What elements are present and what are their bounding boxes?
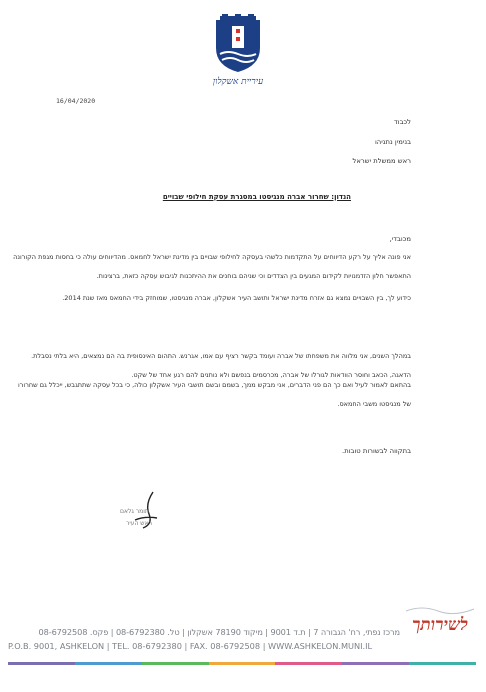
footer-bar-6 xyxy=(342,662,409,665)
letter-subject: הנדון: שחרור אברה מנגיסטו במסגרת עסקת חילופי שבויים xyxy=(162,193,351,201)
footer-bar-3 xyxy=(142,662,209,665)
letter-greeting: מכובדי, xyxy=(389,235,411,243)
footer-bar-4 xyxy=(209,662,276,665)
letter-closing: בתקווה לבשורות טובות. xyxy=(342,447,411,455)
ashkelon-emblem-icon xyxy=(206,14,270,76)
paragraph-1: אני פונה אליך על רקע הדיווחים על התקדמות כלשהי בעסקה לחילופי שבויים בין מדינת ישראל לחמאס. מהדיווחים עולה כי בחסות מגפת הקורונה התאפשר חלון הזדמנויות לקידום המגעים בין הצדדים וכי שניהם בוחנים את ההיתכנות לגיבוש עסקה כזאת, ברצינות. xyxy=(13,253,411,280)
footer-bar-2 xyxy=(75,662,142,665)
footer-address-hebrew: מרכז נפתי, רח' הגבורה 7 | ת.ד 9001 | מיקוד 78190 אשקלון | טל. 08-6792380 | פקס. 08-6792508 xyxy=(38,627,400,637)
recipient-line-3: ראש ממשלת ישראל xyxy=(352,157,411,165)
paragraph-3: במהלך השנים, אני מלווה את משפחתו של אברה ועומד בקשר רציף עם אמו, אגרנש. התהום האינסופית בה הם נמצאים, היא בלתי נסבלת. הדאגה, הכאב וחוסר הוודאות לגורלו של אברה, מכרסמים בנפשם ולא נותנים להם רגע אחד של שקט. xyxy=(31,352,411,379)
footer-color-bars xyxy=(8,662,476,666)
paragraph-4: בהתאם לאמור לעיל ואם כך הם פני הדברים, אני מבקש ממך, בשמם ובשם תושבי העיר אשקלון כולה, כי בכל עסקה שתתגבש, ייכלל גם שחרורו של מנגיסטו משבי החמאס. xyxy=(17,381,411,408)
city-logo-caption: עיריית אשקלון xyxy=(212,77,264,87)
recipient-line-2: בנימין נתניהו xyxy=(374,138,411,146)
footer-bar-7 xyxy=(409,662,476,665)
brand-text: לשירותך xyxy=(412,615,468,635)
brand-logo xyxy=(402,603,478,651)
city-logo xyxy=(206,14,270,98)
letter-date: 16/04/2020 xyxy=(56,97,96,105)
signatory-name: תומר גלאם xyxy=(120,508,149,515)
recipient-line-1: לכבוד xyxy=(394,118,411,126)
footer-bar-5 xyxy=(275,662,342,665)
signatory-title: ראש העיר xyxy=(126,520,152,527)
paragraph-2: כידוע לך, בין השבויים נמצא גם אזרח מדינת ישראל ותושב העיר אשקלון, אברה מנגיסטו, שמוחזק בידי החמאס מאז שנת 2014. xyxy=(62,294,411,302)
footer-address-english: P.O.B. 9001, ASHKELON | TEL. 08-6792380 | FAX. 08-6792508 | WWW.ASHKELON.MUNI.IL xyxy=(8,641,373,651)
footer-bar-1 xyxy=(8,662,75,665)
